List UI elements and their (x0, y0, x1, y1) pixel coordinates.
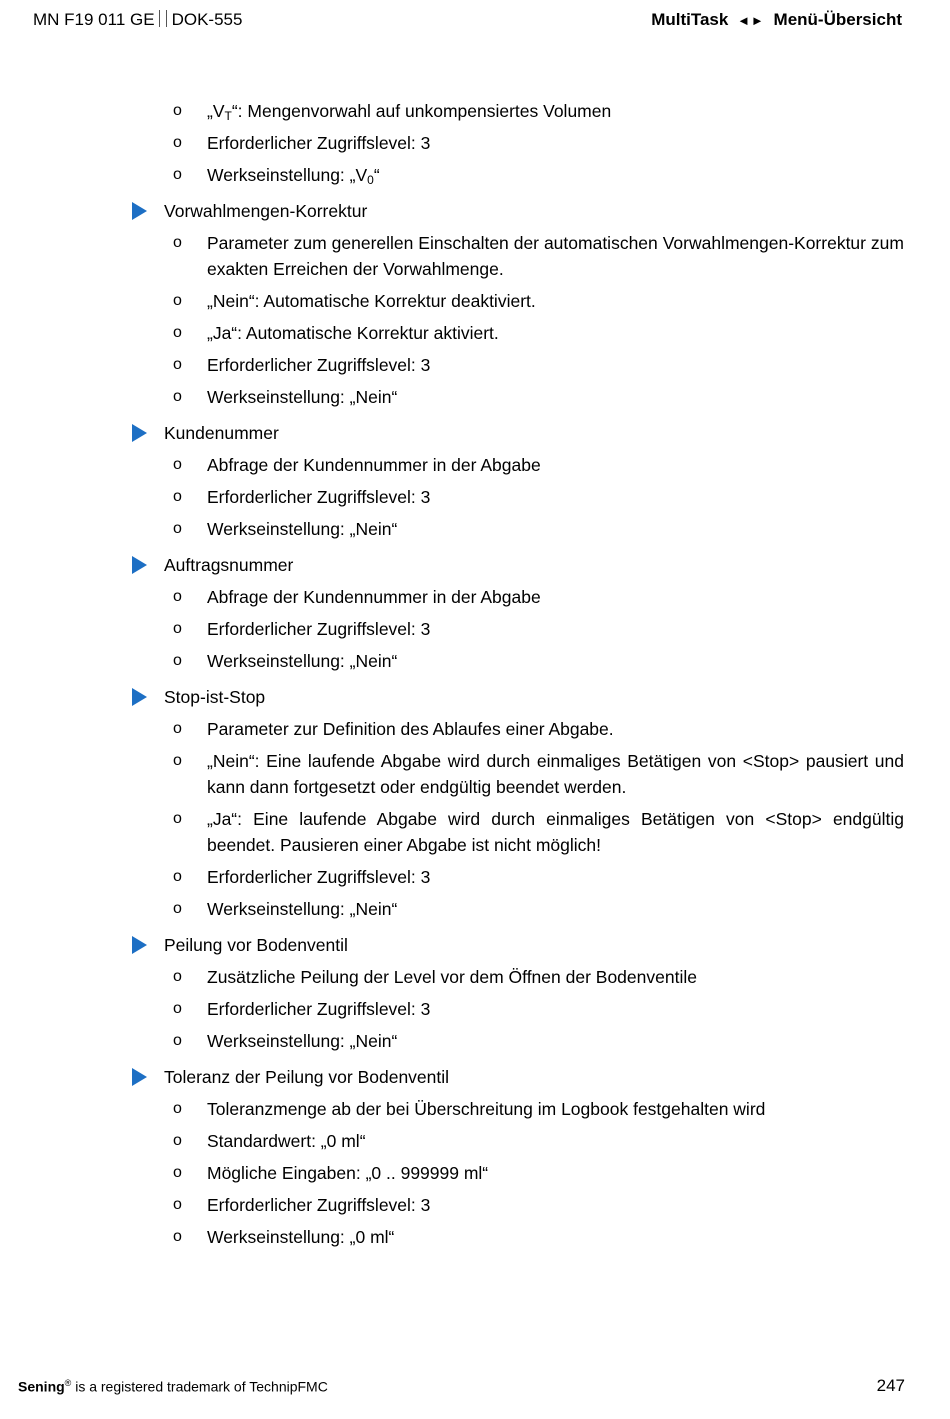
triangle-bullet-icon (132, 556, 147, 574)
item-text: Abfrage der Kundennummer in der Abgabe (207, 587, 541, 607)
item-text: Erforderlicher Zugriffslevel: 3 (207, 1195, 431, 1215)
doc-id: DOK-555 (171, 10, 243, 29)
parameter-title-text: Vorwahlmengen-Korrektur (164, 201, 368, 221)
header-right (651, 10, 902, 30)
sections-container (0, 198, 950, 1250)
list-item (0, 384, 950, 410)
item-text: Werkseinstellung: „Nein“ (207, 387, 398, 407)
item-text: Erforderlicher Zugriffslevel: 3 (207, 619, 431, 639)
item-text: Werkseinstellung: „Nein“ (207, 1031, 398, 1051)
circle-bullet-icon: o (173, 1164, 182, 1181)
list-item (0, 716, 950, 742)
circle-bullet-icon: o (173, 1196, 182, 1213)
triangle-bullet-icon (132, 202, 147, 220)
circle-bullet-icon: o (173, 356, 182, 373)
triangle-bullet-icon (132, 688, 147, 706)
parameter-section (0, 198, 950, 410)
list-item (0, 1096, 950, 1122)
parameter-title (0, 1064, 950, 1090)
circle-bullet-icon: o (173, 868, 182, 885)
circle-bullet-icon: o (173, 324, 182, 341)
section-title: Menü-Übersicht (773, 10, 902, 29)
circle-bullet-icon: o (173, 1100, 182, 1117)
list-item (0, 352, 950, 378)
list-item (0, 516, 950, 542)
list-item (0, 1160, 950, 1186)
list-item (0, 230, 950, 282)
item-text-suffix: “ (373, 165, 380, 185)
item-text-prefix: Werkseinstellung: „V (207, 165, 368, 185)
triangle-bullet-icon (132, 1068, 147, 1086)
list-item (0, 964, 950, 990)
item-text: „Nein“: Eine laufende Abgabe wird durch einmaliges Betätigen von <Stop> pausiert und kann dann fortgesetzt oder endgültig beendet werden. (207, 751, 904, 797)
list-item (0, 996, 950, 1022)
circle-bullet-icon: o (173, 1228, 182, 1245)
circle-bullet-icon: o (173, 234, 182, 251)
item-text: Werkseinstellung: „Nein“ (207, 519, 398, 539)
parameter-title-text: Auftragsnummer (164, 555, 294, 575)
item-subscript: 0 (367, 173, 374, 187)
list-item (0, 320, 950, 346)
nav-arrows-icon: ◄► (737, 13, 765, 28)
item-text: „Ja“: Eine laufende Abgabe wird durch einmaliges Betätigen von <Stop> endgültig beendet. Pausieren einer Abgabe ist nicht möglich! (207, 809, 904, 855)
list-item (0, 452, 950, 478)
list-item (0, 98, 950, 124)
circle-bullet-icon: o (173, 292, 182, 309)
circle-bullet-icon: o (173, 652, 182, 669)
parameter-title (0, 420, 950, 446)
parameter-title (0, 932, 950, 958)
parameter-title (0, 552, 950, 578)
circle-bullet-icon: o (173, 1132, 182, 1149)
list-item (0, 748, 950, 800)
list-item (0, 1028, 950, 1054)
parameter-title-text: Kundenummer (164, 423, 279, 443)
item-text: Erforderlicher Zugriffslevel: 3 (207, 355, 431, 375)
parameter-title-text: Peilung vor Bodenventil (164, 935, 348, 955)
circle-bullet-icon: o (173, 620, 182, 637)
item-text-prefix: „V (207, 101, 225, 121)
item-text: Erforderlicher Zugriffslevel: 3 (207, 867, 431, 887)
item-text: Parameter zum generellen Einschalten der automatischen Vorwahlmengen-Korrektur zum exakten Erreichen der Vorwahlmenge. (207, 233, 904, 279)
page-footer (18, 1376, 905, 1398)
item-text: Toleranzmenge ab der bei Überschreitung im Logbook festgehalten wird (207, 1099, 766, 1119)
circle-bullet-icon: o (173, 134, 182, 151)
item-text: „Ja“: Automatische Korrektur aktiviert. (207, 323, 499, 343)
parameter-title-text: Toleranz der Peilung vor Bodenventil (164, 1067, 450, 1087)
trademark-notice (18, 1378, 328, 1395)
triangle-bullet-icon (132, 936, 147, 954)
item-text: Werkseinstellung: „Nein“ (207, 899, 398, 919)
parameter-section (0, 420, 950, 542)
circle-bullet-icon: o (173, 102, 182, 119)
circle-bullet-icon: o (173, 588, 182, 605)
brand-name: Sening (18, 1378, 65, 1395)
list-item (0, 1128, 950, 1154)
circle-bullet-icon: o (173, 752, 182, 769)
circle-bullet-icon: o (173, 166, 182, 183)
page-content (0, 98, 950, 1256)
list-item (0, 806, 950, 858)
circle-bullet-icon: o (173, 900, 182, 917)
item-text: Erforderlicher Zugriffslevel: 3 (207, 133, 431, 153)
item-text: „Nein“: Automatische Korrektur deaktiviert. (207, 291, 536, 311)
circle-bullet-icon: o (173, 810, 182, 827)
item-text: Werkseinstellung: „Nein“ (207, 651, 398, 671)
list-item (0, 896, 950, 922)
registered-mark: ® (64, 1378, 72, 1388)
item-text: Mögliche Eingaben: „0 .. 999999 ml“ (207, 1163, 489, 1183)
header-separator (159, 10, 167, 27)
parameter-section (0, 684, 950, 922)
doc-code: MN F19 011 GE (33, 10, 155, 29)
item-text-suffix: “: Mengenvorwahl auf unkompensiertes Volumen (231, 101, 612, 121)
list-item (0, 130, 950, 156)
list-item (0, 1224, 950, 1250)
item-text: Abfrage der Kundennummer in der Abgabe (207, 455, 541, 475)
list-item (0, 864, 950, 890)
item-text: Standardwert: „0 ml“ (207, 1131, 366, 1151)
trademark-text: is a registered trademark of TechnipFMC (71, 1378, 328, 1395)
page-header (33, 10, 902, 34)
header-left (33, 10, 242, 30)
circle-bullet-icon: o (173, 1000, 182, 1017)
parameter-section (0, 1064, 950, 1250)
item-text: Erforderlicher Zugriffslevel: 3 (207, 999, 431, 1019)
item-text: Parameter zur Definition des Ablaufes einer Abgabe. (207, 719, 614, 739)
page-number: 247 (876, 1376, 905, 1395)
circle-bullet-icon: o (173, 456, 182, 473)
item-text: Zusätzliche Peilung der Level vor dem Öffnen der Bodenventile (207, 967, 697, 987)
list-item (0, 484, 950, 510)
list-item (0, 584, 950, 610)
circle-bullet-icon: o (173, 388, 182, 405)
top-item-list (0, 98, 950, 188)
item-subscript: T (224, 109, 232, 123)
circle-bullet-icon: o (173, 488, 182, 505)
parameter-title-text: Stop-ist-Stop (164, 687, 266, 707)
list-item (0, 288, 950, 314)
circle-bullet-icon: o (173, 968, 182, 985)
parameter-section (0, 932, 950, 1054)
item-text: Erforderlicher Zugriffslevel: 3 (207, 487, 431, 507)
circle-bullet-icon: o (173, 720, 182, 737)
parameter-title (0, 684, 950, 710)
circle-bullet-icon: o (173, 520, 182, 537)
app-name: MultiTask (651, 10, 729, 29)
parameter-section (0, 552, 950, 674)
triangle-bullet-icon (132, 424, 147, 442)
list-item (0, 616, 950, 642)
item-text: Werkseinstellung: „0 ml“ (207, 1227, 395, 1247)
circle-bullet-icon: o (173, 1032, 182, 1049)
list-item (0, 1192, 950, 1218)
list-item (0, 162, 950, 188)
parameter-title (0, 198, 950, 224)
list-item (0, 648, 950, 674)
